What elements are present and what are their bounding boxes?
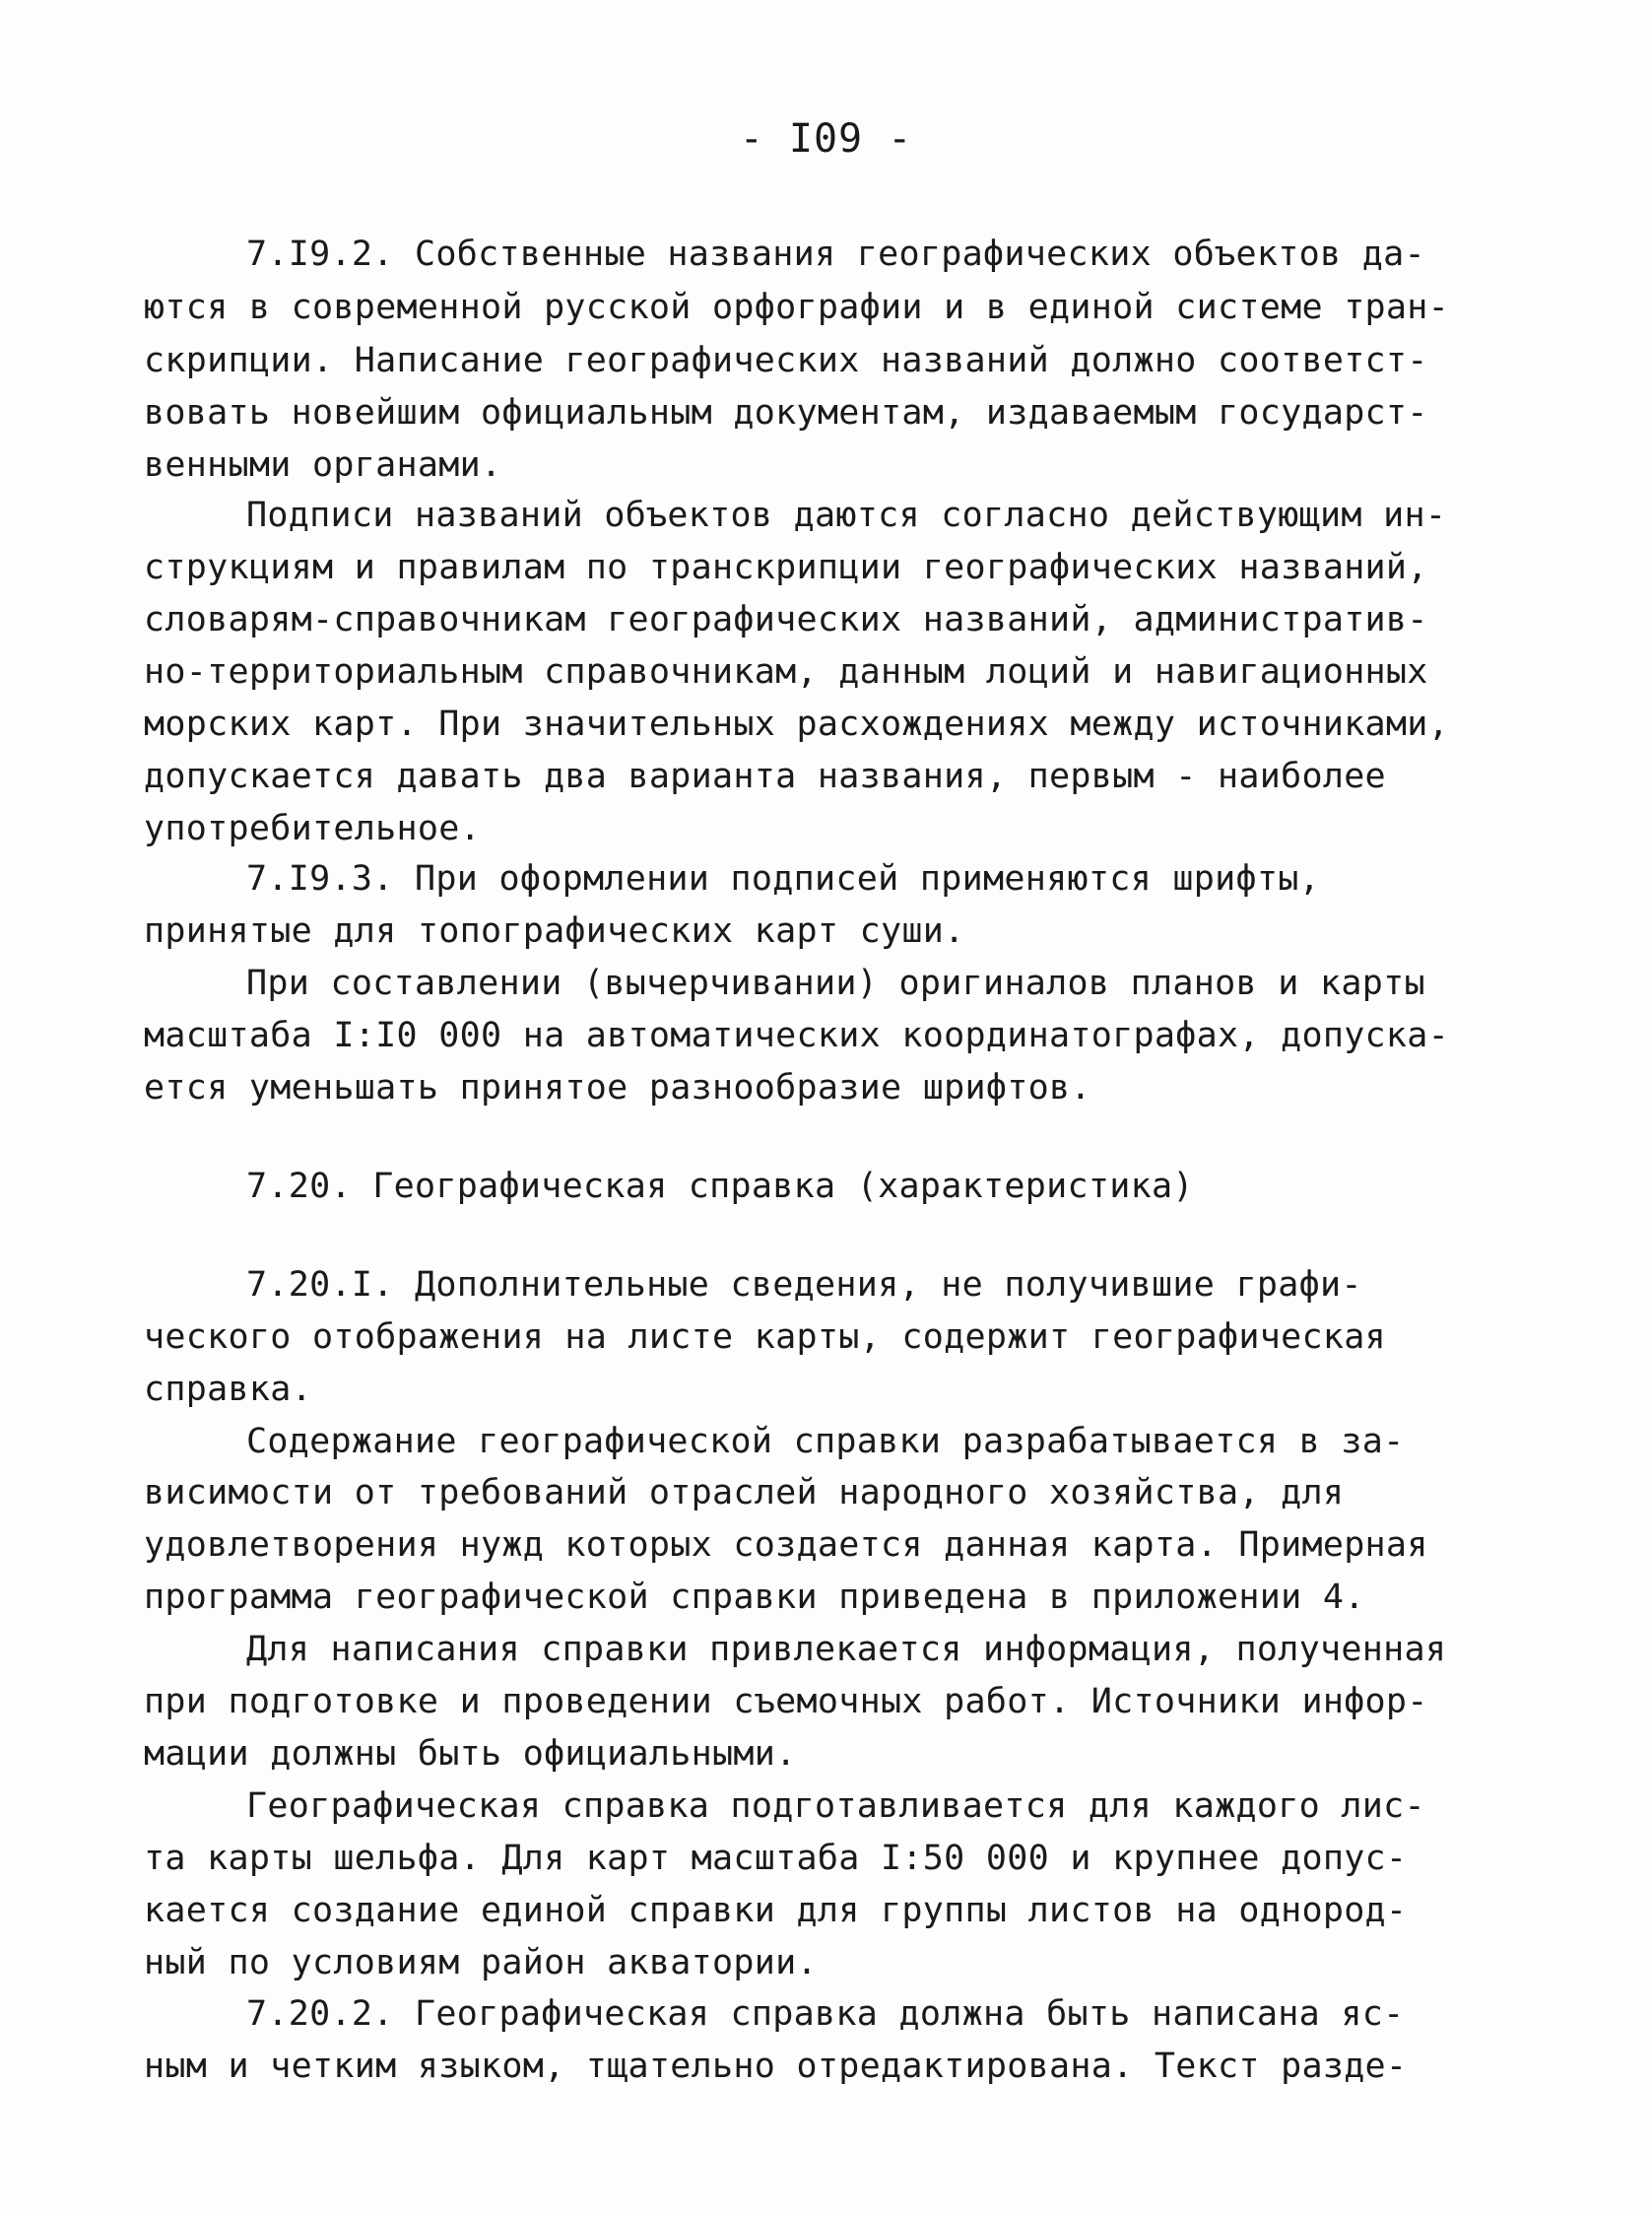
text-line: принятые для топографических карт суши. [144, 911, 965, 951]
text-line: 7.I9.2. Собственные названия географических объектов да- [246, 235, 1425, 274]
text-line: 7.20.2. Географическая справка должна быть написана яс- [246, 1994, 1405, 2034]
text-line: Для написания справки привлекается информация, полученная [246, 1630, 1447, 1669]
text-line: удовлетворения нужд которых создается данная карта. Примерная [144, 1525, 1428, 1565]
text-line: но-территориальным справочникам, данным лоций и навигационных [144, 652, 1428, 692]
text-line: масштаба I:I0 000 на автоматических координатографах, допуска- [144, 1016, 1450, 1055]
text-line: висимости от требований отраслей народного хозяйства, для [144, 1473, 1345, 1512]
text-line: Содержание географической справки разрабатывается в за- [246, 1422, 1405, 1461]
text-line: ческого отображения на листе карты, содержит географическая [144, 1317, 1386, 1357]
text-line: ются в современной русской орфографии и в единой системе тран- [144, 288, 1450, 327]
text-line: струкциям и правилам по транскрипции географических названий, [144, 548, 1428, 587]
text-line: вовать новейшим официальным документам, издаваемым государст- [144, 393, 1428, 433]
text-line: При составлении (вычерчивании) оригиналов планов и карты [246, 964, 1425, 1003]
text-line: при подготовке и проведении съемочных работ. Источники инфор- [144, 1682, 1428, 1721]
text-line: словарям-справочникам географических названий, административ- [144, 600, 1428, 639]
text-line: мации должны быть официальными. [144, 1734, 797, 1774]
text-line: та карты шельфа. Для карт масштаба I:50 000 и крупнее допус- [144, 1839, 1408, 1878]
text-line: ется уменьшать принятое разнообразие шрифтов. [144, 1068, 1091, 1108]
text-line: венными органами. [144, 445, 502, 485]
text-line: справка. [144, 1370, 312, 1409]
section-heading: 7.20. Географическая справка (характеристика) [246, 1167, 1194, 1206]
text-line: кается создание единой справки для группы листов на однород- [144, 1891, 1408, 1930]
text-line: Подписи названий объектов даются согласно действующим ин- [246, 496, 1447, 535]
page-number: - I09 - [739, 116, 913, 162]
text-line: Географическая справка подготавливается для каждого лис- [246, 1786, 1425, 1826]
text-line: ный по условиям район акватории. [144, 1943, 818, 1982]
text-line: 7.20.I. Дополнительные сведения, не получившие графи- [246, 1265, 1362, 1305]
text-line: ным и четким языком, тщательно отредактирована. Текст разде- [144, 2047, 1408, 2086]
text-line: скрипции. Написание географических названий должно соответст- [144, 341, 1428, 380]
text-line: морских карт. При значительных расхождениях между источниками, [144, 705, 1450, 744]
text-line: программа географической справки приведена в приложении 4. [144, 1578, 1365, 1617]
text-line: 7.I9.3. При оформлении подписей применяются шрифты, [246, 859, 1320, 899]
text-line: допускается давать два варианта названия, первым - наиболее [144, 757, 1386, 796]
text-line: употребительное. [144, 809, 481, 848]
